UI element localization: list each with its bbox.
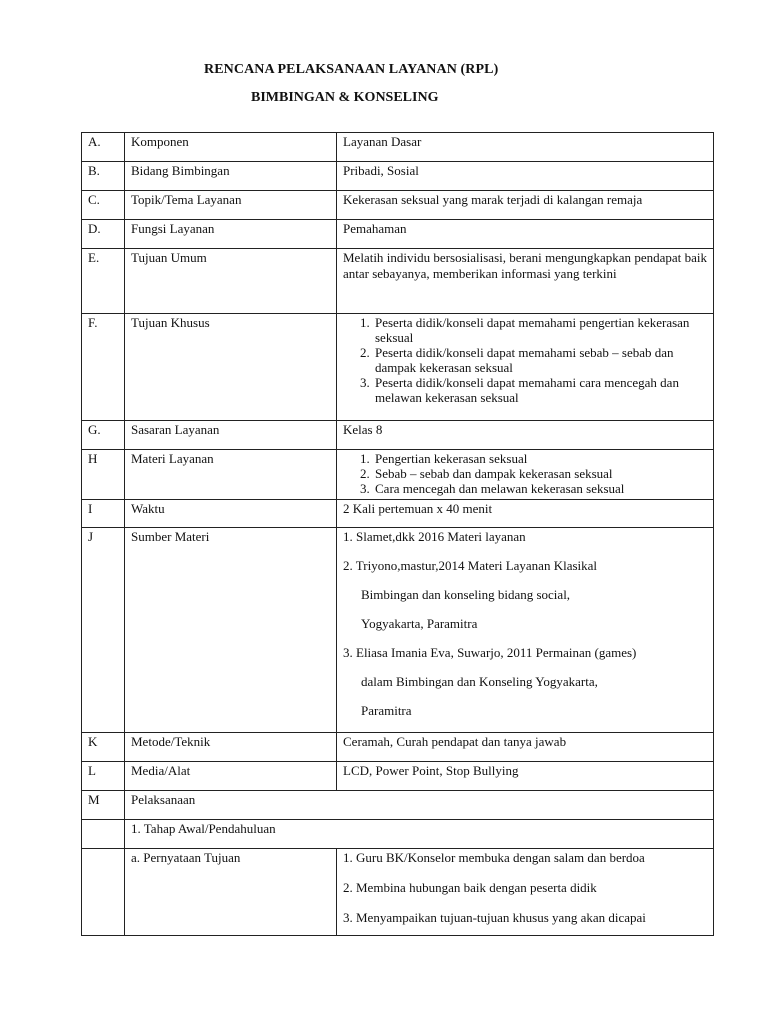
list-item: 3. Peserta didik/konseli dapat memahami cara mencegah dan melawan kekerasan seksual xyxy=(373,375,707,405)
row-code: D. xyxy=(82,220,125,249)
row-label: Waktu xyxy=(125,500,337,528)
row-komponen xyxy=(82,133,714,162)
row-tujuan-khusus xyxy=(82,314,714,421)
row-code: K xyxy=(82,733,125,762)
row-value xyxy=(337,528,714,733)
row-label: a. Pernyataan Tujuan xyxy=(125,849,337,936)
row-label: Sasaran Layanan xyxy=(125,421,337,450)
row-sasaran xyxy=(82,421,714,450)
row-code: I xyxy=(82,500,125,528)
row-code: C. xyxy=(82,191,125,220)
row-value: Melatih individu bersosialisasi, berani mengungkapkan pendapat baik antar sebayanya, memberikan informasi yang terkini xyxy=(337,249,714,314)
list-item: 2. Sebab – sebab dan dampak kekerasan seksual xyxy=(373,466,707,481)
row-code: F. xyxy=(82,314,125,421)
source-line: Yogyakarta, Paramitra xyxy=(361,616,478,631)
source-line: Paramitra xyxy=(361,703,412,718)
document-title: RENCANA PELAKSANAAN LAYANAN (RPL) xyxy=(204,62,499,77)
row-value: Ceramah, Curah pendapat dan tanya jawab xyxy=(337,733,714,762)
row-tahap-awal xyxy=(82,820,714,849)
list-item: 1. Peserta didik/konseli dapat memahami pengertian kekerasan seksual xyxy=(373,315,707,345)
row-topik xyxy=(82,191,714,220)
row-materi xyxy=(82,450,714,500)
row-pelaksanaan xyxy=(82,791,714,820)
row-media xyxy=(82,762,714,791)
row-code: A. xyxy=(82,133,125,162)
row-value: Kekerasan seksual yang marak terjadi di kalangan remaja xyxy=(337,191,714,220)
row-code xyxy=(82,820,125,849)
row-code: H xyxy=(82,450,125,500)
row-label: Komponen xyxy=(125,133,337,162)
rpl-table xyxy=(81,132,714,936)
row-fungsi xyxy=(82,220,714,249)
row-code: G. xyxy=(82,421,125,450)
row-value: Pemahaman xyxy=(337,220,714,249)
row-value: 2 Kali pertemuan x 40 menit xyxy=(337,500,714,528)
row-label: Materi Layanan xyxy=(125,450,337,500)
row-label: Tujuan Khusus xyxy=(125,314,337,421)
row-value xyxy=(337,450,714,500)
row-label: Sumber Materi xyxy=(125,528,337,733)
step-line: 3. Menyampaikan tujuan-tujuan khusus yang akan dicapai xyxy=(343,910,646,925)
list-item: 2. Peserta didik/konseli dapat memahami sebab – sebab dan dampak kekerasan seksual xyxy=(373,345,707,375)
step-line: 2. Membina hubungan baik dengan peserta didik xyxy=(343,880,597,895)
row-value: LCD, Power Point, Stop Bullying xyxy=(337,762,714,791)
row-label: Metode/Teknik xyxy=(125,733,337,762)
row-label: 1. Tahap Awal/Pendahuluan xyxy=(125,820,714,849)
row-label: Bidang Bimbingan xyxy=(125,162,337,191)
row-code: M xyxy=(82,791,125,820)
step-line: 1. Guru BK/Konselor membuka dengan salam dan berdoa xyxy=(343,850,645,865)
row-pernyataan-tujuan xyxy=(82,849,714,936)
row-value xyxy=(337,849,714,936)
row-tujuan-umum xyxy=(82,249,714,314)
row-value: Layanan Dasar xyxy=(337,133,714,162)
list-item: 1. Pengertian kekerasan seksual xyxy=(373,451,707,466)
row-label: Media/Alat xyxy=(125,762,337,791)
row-label: Tujuan Umum xyxy=(125,249,337,314)
row-code: B. xyxy=(82,162,125,191)
row-label: Fungsi Layanan xyxy=(125,220,337,249)
document-subtitle: BIMBINGAN & KONSELING xyxy=(251,90,439,105)
source-line: 2. Triyono,mastur,2014 Materi Layanan Klasikal xyxy=(343,558,598,573)
source-line: 1. Slamet,dkk 2016 Materi layanan xyxy=(343,529,526,544)
row-metode xyxy=(82,733,714,762)
list-item: 3. Cara mencegah dan melawan kekerasan seksual xyxy=(373,481,707,496)
source-line: dalam Bimbingan dan Konseling Yogyakarta, xyxy=(361,674,598,689)
row-code: E. xyxy=(82,249,125,314)
source-line: Bimbingan dan konseling bidang social, xyxy=(361,587,571,602)
row-value: Pribadi, Sosial xyxy=(337,162,714,191)
row-code xyxy=(82,849,125,936)
row-code: L xyxy=(82,762,125,791)
tujuan-khusus-list xyxy=(343,315,707,405)
row-label: Pelaksanaan xyxy=(125,791,714,820)
row-label: Topik/Tema Layanan xyxy=(125,191,337,220)
materi-list xyxy=(343,451,707,496)
row-bidang xyxy=(82,162,714,191)
row-value xyxy=(337,314,714,421)
row-code: J xyxy=(82,528,125,733)
row-sumber xyxy=(82,528,714,733)
source-line: 3. Eliasa Imania Eva, Suwarjo, 2011 Permainan (games) xyxy=(343,645,637,660)
row-waktu xyxy=(82,500,714,528)
row-value: Kelas 8 xyxy=(337,421,714,450)
